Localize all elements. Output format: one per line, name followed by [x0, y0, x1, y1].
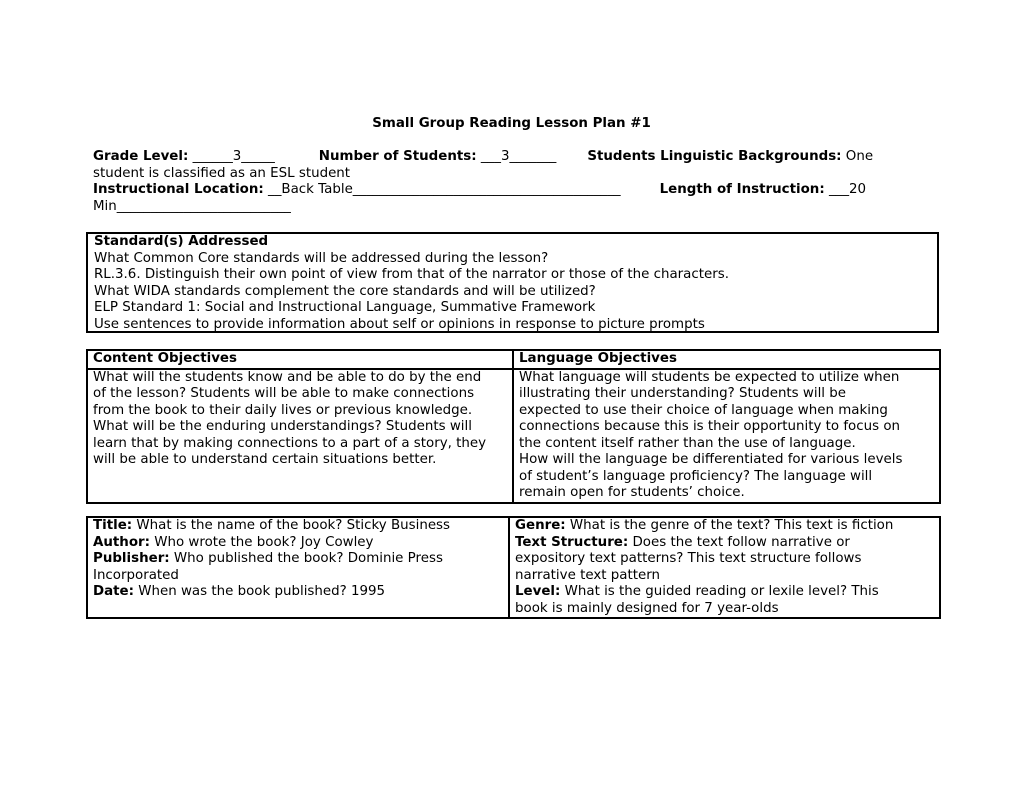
grade-level-label: Grade Level:: [93, 149, 189, 164]
language-objectives-line: expected to use their choice of language when making: [519, 402, 888, 418]
content-objectives-heading: Content Objectives: [87, 350, 513, 369]
book-publisher-line: [93, 551, 503, 568]
language-objectives-cell: [513, 369, 940, 503]
book-title-value: What is the name of the book? Sticky Business: [132, 518, 451, 533]
standards-heading: Standard(s) Addressed: [94, 234, 269, 249]
level-value: What is the guided reading or lexile level? This: [560, 584, 879, 599]
length-of-instruction-value: ___20: [824, 182, 867, 197]
book-author-line: [93, 535, 503, 552]
instructional-location-label: Instructional Location:: [93, 182, 264, 197]
content-objectives-line: What will the students know and be able to do by the end: [93, 369, 482, 385]
book-publisher-label: Publisher:: [93, 551, 170, 566]
number-of-students-value: ___3_______: [476, 149, 557, 164]
content-objectives-cell: [87, 369, 513, 503]
content-objectives-line: learn that by making connections to a part of a story, they: [93, 435, 487, 451]
level-label: Level:: [515, 584, 561, 599]
instructional-location-value: __Back Table________________________________________: [263, 182, 621, 197]
content-objectives-line: What will be the enduring understandings? Students will: [93, 419, 472, 434]
linguistic-backgrounds-value: One: [841, 149, 874, 164]
lesson-header: [93, 149, 923, 215]
genre-value: What is the genre of the text? This text is fiction: [565, 518, 894, 533]
book-title-line: [93, 518, 503, 535]
book-author-label: Author:: [93, 534, 150, 550]
level-continued: book is mainly designed for 7 year-olds: [515, 600, 779, 616]
content-objectives-line: will be able to understand certain situations better.: [93, 452, 437, 467]
book-title-label: Title:: [93, 518, 133, 533]
text-structure-label: Text Structure:: [515, 534, 629, 550]
content-objectives-line: from the book to their daily lives or previous knowledge.: [93, 402, 473, 418]
language-objectives-line: How will the language be differentiated for various levels: [519, 452, 903, 467]
standards-line: ELP Standard 1: Social and Instructional Language, Summative Framework: [94, 300, 596, 315]
book-details-cell: [87, 517, 509, 618]
language-objectives-line: connections because this is their opportunity to focus on: [519, 419, 901, 434]
linguistic-backgrounds-label: Students Linguistic Backgrounds:: [587, 149, 842, 164]
language-objectives-line: the content itself rather than the use of language.: [519, 435, 856, 451]
page-title: Small Group Reading Lesson Plan #1: [372, 116, 651, 131]
book-publisher-value: Who published the book? Dominie Press: [169, 551, 443, 566]
standards-line: Use sentences to provide information about self or opinions in response to picture prompts: [94, 316, 705, 332]
content-objectives-line: of the lesson? Students will be able to make connections: [93, 386, 475, 401]
header-line-1: [93, 149, 923, 166]
book-author-value: Who wrote the book? Joy Cowley: [150, 534, 374, 550]
language-objectives-line: What language will students be expected to utilize when: [519, 369, 900, 385]
number-of-students-label: Number of Students:: [318, 149, 477, 164]
standards-box: [86, 232, 939, 333]
header-line-3: [93, 182, 923, 199]
genre-line: [515, 518, 934, 535]
language-objectives-line: of student’s language proficiency? The language will: [519, 468, 873, 484]
level-line: [515, 584, 934, 601]
objectives-table: [86, 349, 941, 504]
book-date-line: [93, 584, 503, 601]
book-publisher-continued: Incorporated: [93, 567, 179, 583]
linguistic-backgrounds-continued: student is classified as an ESL student: [93, 165, 351, 181]
standards-line: RL.3.6. Distinguish their own point of view from that of the narrator or those of the characters.: [94, 267, 729, 282]
standards-line: What Common Core standards will be addressed during the lesson?: [94, 250, 549, 266]
book-info-table: [86, 516, 941, 619]
text-structure-value: Does the text follow narrative or: [628, 534, 850, 550]
book-date-value: When was the book published? 1995: [134, 584, 386, 599]
text-details-cell: [509, 517, 940, 618]
language-objectives-line: remain open for students’ choice.: [519, 485, 745, 500]
text-structure-continued: expository text patterns? This text structure follows: [515, 551, 862, 566]
genre-label: Genre:: [515, 518, 566, 533]
standards-line: What WIDA standards complement the core standards and will be utilized?: [94, 283, 596, 299]
length-of-instruction-continued: Min__________________________: [93, 198, 291, 214]
text-structure-continued: narrative text pattern: [515, 567, 660, 583]
language-objectives-line: illustrating their understanding? Students will be: [519, 386, 847, 401]
text-structure-line: [515, 535, 934, 552]
grade-level-value: ______3_____: [188, 149, 275, 164]
length-of-instruction-label: Length of Instruction:: [659, 182, 825, 197]
language-objectives-heading: Language Objectives: [513, 350, 940, 369]
book-date-label: Date:: [93, 584, 134, 599]
